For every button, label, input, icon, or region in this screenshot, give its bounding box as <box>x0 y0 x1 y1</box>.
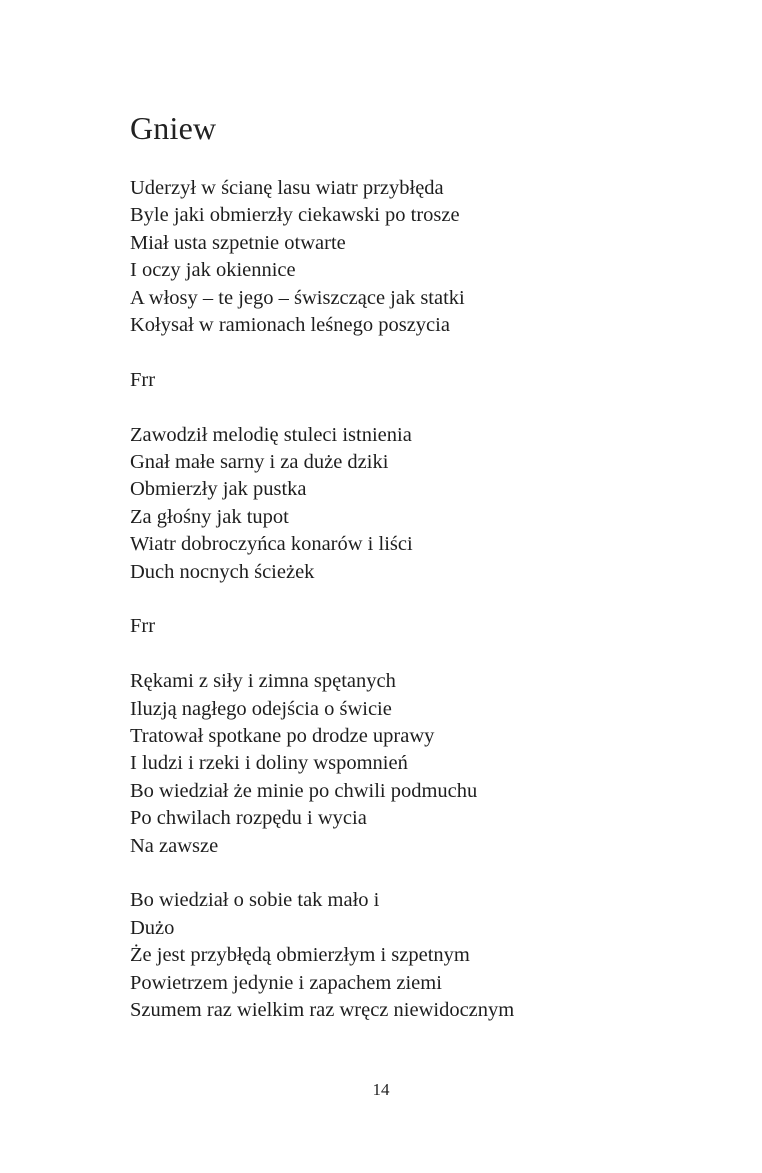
poem-line: Dużo <box>130 916 175 939</box>
stanza-refrain-1 <box>130 367 730 394</box>
poem-line: Że jest przybłędą obmierzłym i szpetnym <box>130 944 470 967</box>
poem-title: Gniew <box>130 110 217 146</box>
poem-line: Gnał małe sarny i za duże dziki <box>130 451 389 474</box>
poem-body <box>130 175 730 1052</box>
page-number: 14 <box>372 1080 390 1099</box>
poem-line: Miał usta szpetnie otwarte <box>130 231 346 254</box>
poem-line: I oczy jak okiennice <box>130 259 296 282</box>
poem-line: Iluzją nagłego odejścia o świcie <box>130 697 392 720</box>
stanza-3 <box>130 668 730 860</box>
poem-line: I ludzi i rzeki i doliny wspomnień <box>130 752 408 775</box>
poem-line: Na zawsze <box>130 834 219 857</box>
refrain-line: Frr <box>130 368 156 391</box>
poem-line: Wiatr dobroczyńca konarów i liści <box>130 533 413 556</box>
stanza-4 <box>130 887 730 1024</box>
poem-line: Byle jaki obmierzły ciekawski po trosze <box>130 204 460 227</box>
refrain-line: Frr <box>130 615 156 638</box>
poem-line: Bo wiedział że minie po chwili podmuchu <box>130 779 478 802</box>
poem-line: Duch nocnych ścieżek <box>130 560 315 583</box>
stanza-1 <box>130 175 730 339</box>
poem-line: Po chwilach rozpędu i wycia <box>130 807 367 830</box>
poem-line: Rękami z siły i zimna spętanych <box>130 670 396 693</box>
stanza-refrain-2 <box>130 613 730 640</box>
poem-line: Zawodził melodię stuleci istnienia <box>130 423 412 446</box>
poem-line: Za głośny jak tupot <box>130 505 289 528</box>
poem-line: Bo wiedział o sobie tak mało i <box>130 889 380 912</box>
poem-line: Uderzył w ścianę lasu wiatr przybłęda <box>130 177 444 199</box>
poem-line: Kołysał w ramionach leśnego poszycia <box>130 314 450 337</box>
poem-line: Obmierzły jak pustka <box>130 478 307 501</box>
poem-line: A włosy – te jego – świszczące jak statki <box>130 286 465 309</box>
poem-line: Szumem raz wielkim raz wręcz niewidocznym <box>130 999 515 1022</box>
poem-line: Tratował spotkane po drodze uprawy <box>130 725 435 748</box>
stanza-2 <box>130 422 730 586</box>
poem-line: Powietrzem jedynie i zapachem ziemi <box>130 971 442 994</box>
